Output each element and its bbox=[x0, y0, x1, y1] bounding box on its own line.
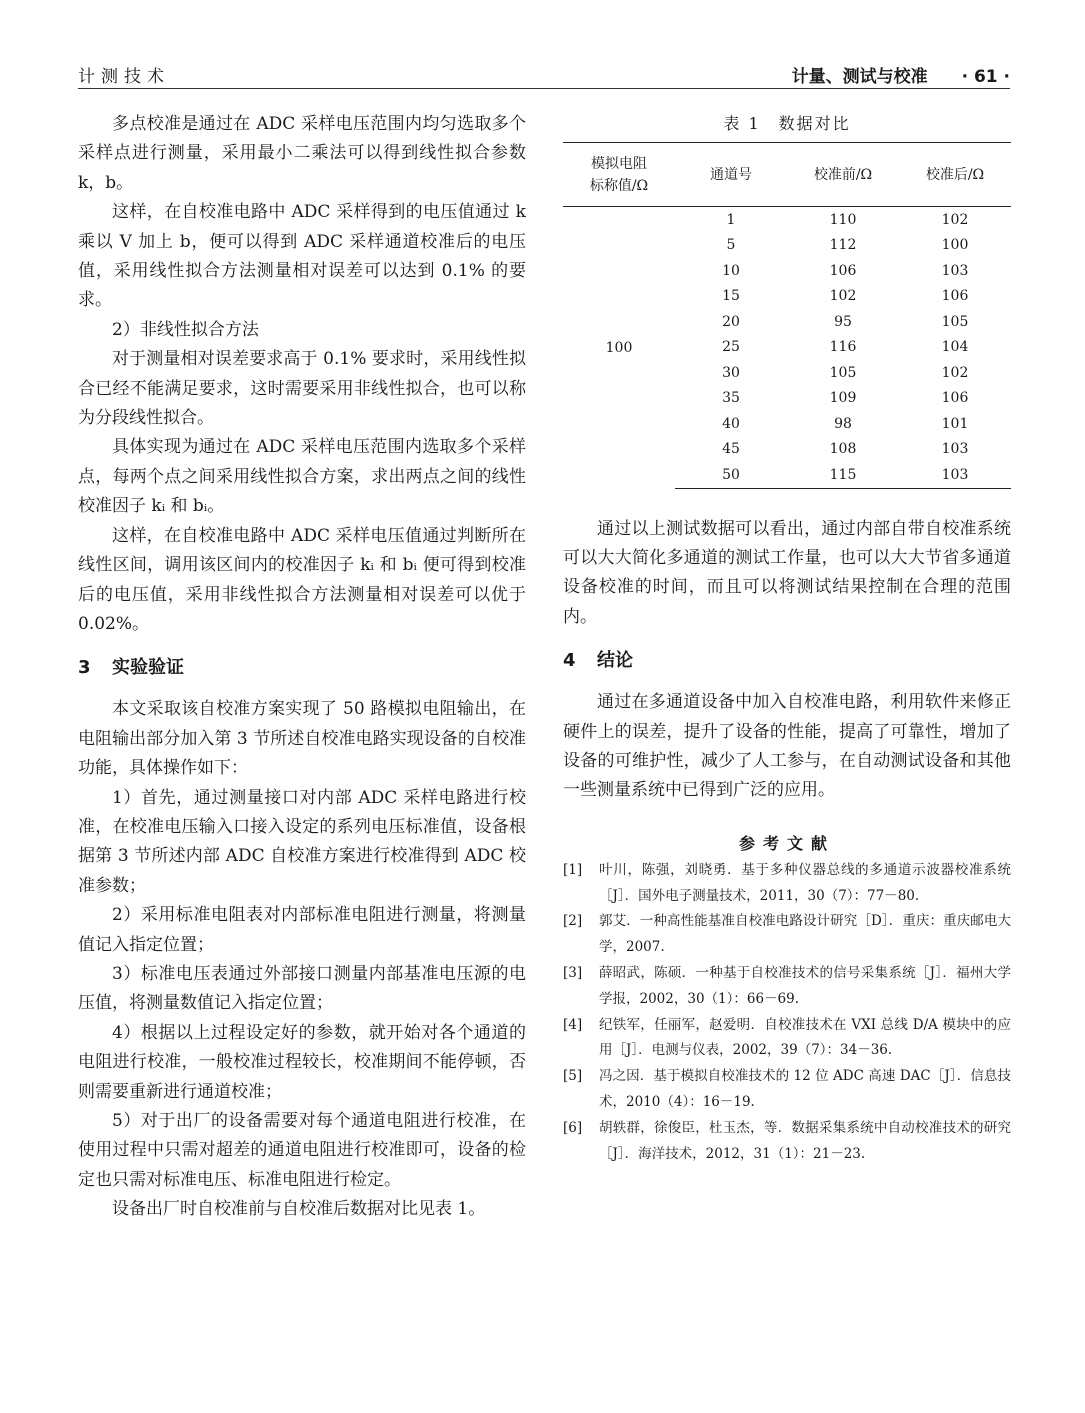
reference-number: [2] bbox=[563, 913, 583, 930]
table-cell: 101 bbox=[941, 415, 969, 432]
page-header bbox=[78, 62, 1010, 88]
page-number: · 61 · bbox=[961, 67, 1010, 87]
reference-text: 薛昭武，陈硕．一种基于自校准技术的信号采集系统［J］．福州大学学报，2002，30（1）：66－69. bbox=[599, 964, 1011, 1007]
nominal-cell: 100 bbox=[605, 339, 633, 356]
paragraph: 具体实现为通过在 ADC 采样电压范围内选取多个采样点，每两个点之间采用线性拟合方案，求出两点之间的线性校准因子 kᵢ 和 bᵢ。 bbox=[78, 437, 526, 517]
paragraph: 这样，在自校准电路中 ADC 采样电压值通过判断所在线性区间，调用该区间内的校准因子 kᵢ 和 bᵢ 便可得到校准后的电压值，采用非线性拟合方法测量相对误差可以优于 0.02%。 bbox=[78, 525, 526, 634]
table-cell: 116 bbox=[829, 339, 857, 356]
reference-number: [1] bbox=[563, 861, 583, 878]
table-cell: 106 bbox=[941, 288, 969, 305]
reference-item bbox=[563, 858, 1011, 910]
table-cell: 40 bbox=[722, 415, 740, 432]
section-heading bbox=[78, 653, 526, 683]
table-cell: 103 bbox=[941, 262, 969, 279]
column-header: 校准前/Ω bbox=[787, 143, 899, 207]
column-header: 校准后/Ω bbox=[899, 143, 1011, 207]
table-cell: 112 bbox=[829, 237, 857, 254]
reference-text: 叶川，陈强，刘晓勇．基于多种仪器总线的多通道示波器校准系统［J］．国外电子测量技术，2011，30（7）：77－80. bbox=[599, 861, 1011, 904]
column-header: 模拟电阻 标称值/Ω bbox=[563, 143, 675, 207]
table-cell: 20 bbox=[722, 313, 740, 330]
left-column bbox=[78, 110, 526, 1225]
table-cell: 45 bbox=[722, 441, 740, 458]
table-cell: 15 bbox=[722, 288, 740, 305]
data-table bbox=[563, 142, 1011, 489]
list-item: 5）对于出厂的设备需要对每个通道电阻进行校准，在使用过程中只需对超差的通道电阻进行校准即可，设备的检定也只需对标准电压、标准电阻进行检定。 bbox=[78, 1111, 526, 1190]
reference-text: 冯之因．基于模拟自校准技术的 12 位 ADC 高速 DAC［J］．信息技术，2010（4）：16－19. bbox=[599, 1068, 1011, 1110]
section-title: 结论 bbox=[597, 650, 633, 672]
table-cell: 110 bbox=[829, 211, 857, 228]
table-cell: 105 bbox=[829, 364, 857, 381]
table-row bbox=[563, 207, 1011, 233]
running-head bbox=[792, 62, 1010, 87]
section-title: 实验验证 bbox=[112, 657, 184, 679]
reference-text: 纪铁军，任丽军，赵爱明．自校准技术在 VXI 总线 D/A 模块中的应用［J］．电测与仪表，2002，39（7）：34－36. bbox=[599, 1016, 1011, 1059]
paragraph: 这样，在自校准电路中 ADC 采样得到的电压值通过 k 乘以 V 加上 b，便可以得到 ADC 采样通道校准后的电压值，采用线性拟合方法测量相对误差可以达到 0.1% 的要求。 bbox=[78, 202, 526, 311]
paragraph: 对于测量相对误差要求高于 0.1% 要求时，采用线性拟合已经不能满足要求，这时需要采用非线性拟合，也可以称为分段线性拟合。 bbox=[78, 349, 526, 429]
table-cell: 108 bbox=[829, 441, 857, 458]
table-cell: 103 bbox=[941, 441, 969, 458]
list-item: 3）标准电压表通过外部接口测量内部基准电压源的电压值，将测量数值记入指定位置； bbox=[78, 963, 526, 1014]
table-cell: 102 bbox=[941, 364, 969, 381]
reference-number: [5] bbox=[563, 1068, 583, 1085]
reference-item bbox=[563, 909, 1011, 961]
table-cell: 35 bbox=[722, 390, 740, 407]
table-cell: 104 bbox=[941, 339, 969, 356]
table-cell: 103 bbox=[899, 462, 1011, 488]
subheading: 2）非线性拟合方法 bbox=[112, 319, 259, 340]
paragraph: 本文采取该自校准方案实现了 50 路模拟电阻输出，在电阻输出部分加入第 3 节所述自校准电路实现设备的自校准功能，具体操作如下： bbox=[78, 699, 526, 779]
table-cell: 102 bbox=[829, 288, 857, 305]
table-cell: 98 bbox=[834, 415, 852, 432]
section-name: 计量、测试与校准 bbox=[791, 67, 928, 87]
list-item: 4）根据以上过程设定好的参数，就开始对各个通道的电阻进行校准，一般校准过程较长，校准期间不能停顿，否则需要重新进行通道校准； bbox=[78, 1022, 526, 1102]
list-item: 2）采用标准电阻表对内部标准电阻进行测量，将测量值记入指定位置； bbox=[78, 905, 526, 955]
reference-number: [4] bbox=[563, 1016, 583, 1033]
table-cell: 95 bbox=[834, 313, 852, 330]
table-cell: 50 bbox=[675, 462, 787, 488]
section-number: 3 bbox=[78, 657, 91, 679]
table-cell: 25 bbox=[722, 339, 740, 356]
reference-text: 胡轶群，徐俊臣，杜玉杰，等．数据采集系统中自动校准技术的研究［J］．海洋技术，2012，31（1）：21－23. bbox=[599, 1119, 1011, 1162]
reference-number: [3] bbox=[563, 964, 583, 981]
right-column bbox=[563, 110, 1011, 1167]
table-cell: 106 bbox=[941, 390, 969, 407]
journal-name: 计测技术 bbox=[78, 67, 170, 87]
section-number: 4 bbox=[563, 650, 576, 672]
table-cell: 105 bbox=[941, 313, 969, 330]
table-cell: 109 bbox=[829, 390, 857, 407]
reference-number: [6] bbox=[563, 1119, 583, 1136]
table-cell: 30 bbox=[722, 364, 740, 381]
table-cell: 1 bbox=[726, 211, 736, 228]
table-body bbox=[563, 207, 1011, 489]
reference-item bbox=[563, 1013, 1011, 1065]
table-cell: 100 bbox=[941, 237, 969, 254]
reference-item bbox=[563, 961, 1011, 1013]
table-cell: 5 bbox=[726, 237, 736, 254]
references-heading: 参考文献 bbox=[738, 833, 835, 853]
section-heading bbox=[563, 646, 1011, 676]
paragraph: 通过以上测试数据可以看出，通过内部自带自校准系统可以大大简化多通道的测试工作量，也可以大大节省多通道设备校准的时间，而且可以将测试结果控制在合理的范围内。 bbox=[563, 518, 1011, 627]
table-cell: 102 bbox=[941, 211, 969, 228]
header-rule bbox=[78, 88, 1010, 89]
reference-item bbox=[563, 1064, 1011, 1116]
table-cell: 106 bbox=[829, 262, 857, 279]
table-cell: 10 bbox=[722, 262, 740, 279]
paragraph: 通过在多通道设备中加入自校准电路，利用软件来修正硬件上的误差，提升了设备的性能，提高了可靠性，增加了设备的可维护性，减少了人工参与，在自动测试设备和其他一些测量系统中已得到广泛的应用。 bbox=[563, 692, 1011, 801]
table-header-row bbox=[563, 143, 1011, 207]
column-header: 通道号 bbox=[675, 143, 787, 207]
reference-text: 郭艾．一种高性能基准自校准电路设计研究［D］．重庆：重庆邮电大学，2007. bbox=[599, 913, 1011, 956]
table-caption: 表 1 数据对比 bbox=[723, 114, 851, 133]
reference-item bbox=[563, 1116, 1011, 1168]
paragraph: 设备出厂时自校准前与自校准后数据对比见表 1。 bbox=[112, 1199, 486, 1220]
table-cell: 115 bbox=[787, 462, 899, 488]
paragraph: 多点校准是通过在 ADC 采样电压范围内均匀选取多个采样点进行测量，采用最小二乘法可以得到线性拟合参数 k，b。 bbox=[78, 114, 526, 193]
list-item: 1）首先，通过测量接口对内部 ADC 采样电路进行校准，在校准电压输入口接入设定的系列电压标准值，设备根据第 3 节所述内部 ADC 自校准方案进行校准得到 ADC 校准参数； bbox=[78, 787, 526, 896]
